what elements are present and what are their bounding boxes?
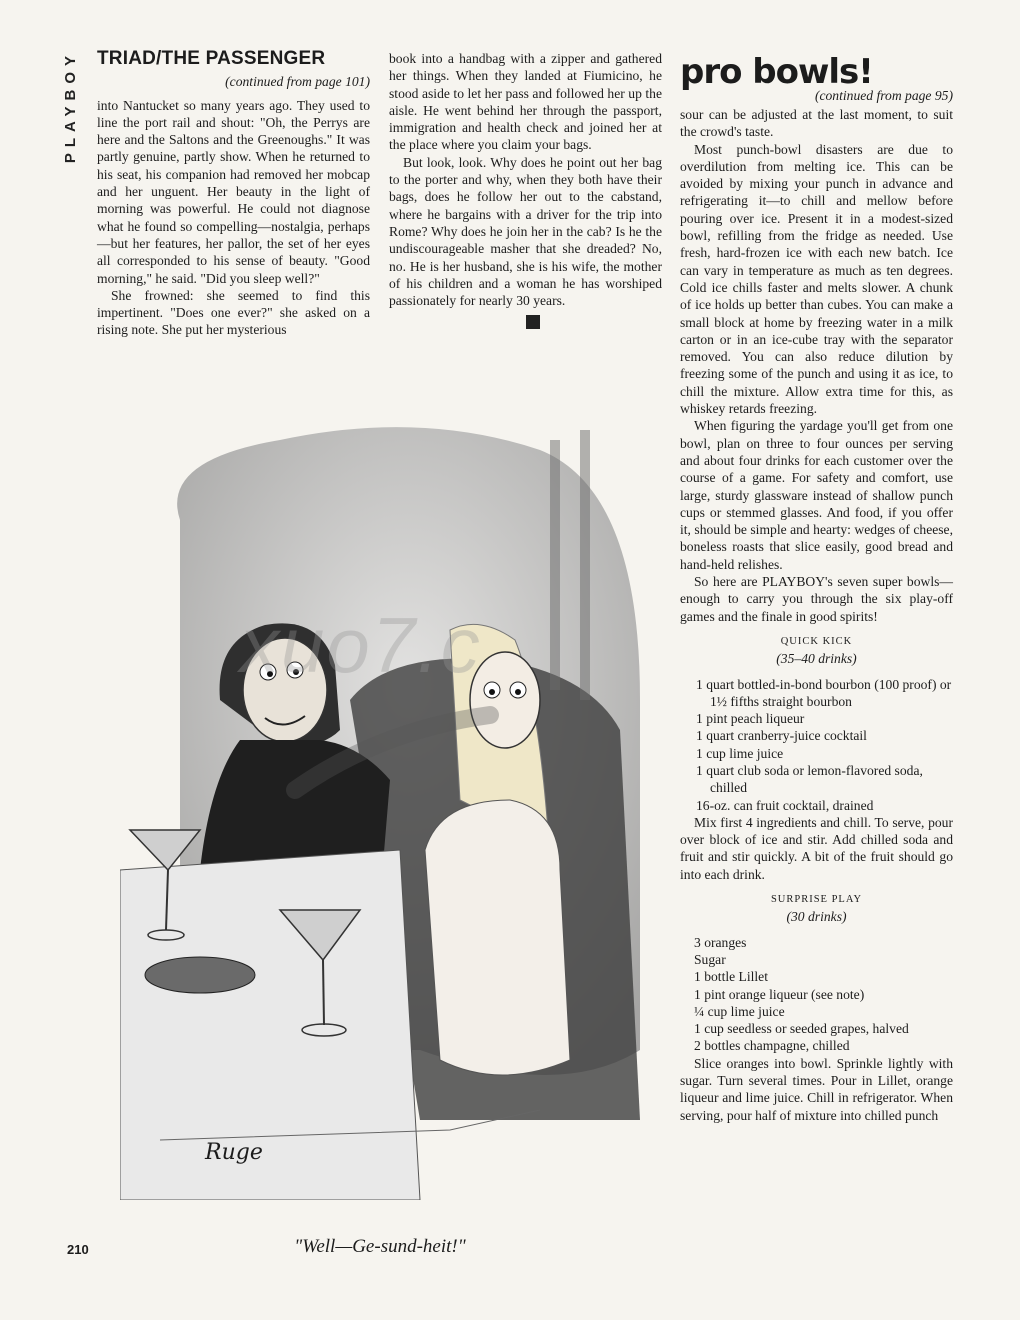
paragraph: She frowned: she seemed to find this impertinent. "Does one ever?" she asked on a rising note. She put her mysterious [97, 287, 370, 338]
watermark-text: xuo7.c [240, 601, 482, 689]
ingredient: 1 quart bottled-in-bond bourbon (100 proof) or 1½ fifths straight bourbon [696, 676, 952, 709]
ingredient: 1 pint peach liqueur [696, 711, 805, 727]
page-number: 210 [67, 1242, 89, 1257]
ingredient: 1 cup seedless or seeded grapes, halved [694, 1021, 909, 1037]
paragraph: sour can be adjusted at the last moment, to suit the crowd's taste. [680, 107, 953, 140]
ingredient: 1 pint orange liqueur (see note) [694, 986, 865, 1002]
artist-signature: Ruge [205, 1140, 263, 1165]
article-column-2 [389, 50, 662, 329]
paragraph: So here are PLAYBOY's seven super bowls—enough to carry you through the six play-off games and the finale in good spirits! [680, 574, 953, 624]
paragraph: But look, look. Why does he point out her bag to the porter and why, when they both have their bags, does he follow her out to the cabstand, where he bargains with a driver for the trip into Rome? Why does he join her in the cab? Is he the undiscourageable masher that she dreaded? No, no. He is her husband, she is his wife, the mother of his children and a woman he has worshiped passionately for nearly 30 years. [389, 154, 662, 309]
pro-bowls-headline: pro bowls! [680, 52, 873, 92]
ingredient: 2 bottles champagne, chilled [694, 1038, 850, 1054]
recipe-title: SURPRISE PLAY [770, 894, 863, 906]
cartoon-caption: "Well—Ge-sund-heit!" [294, 1236, 466, 1257]
ingredient: 16-oz. can fruit cocktail, drained [696, 797, 874, 813]
end-mark-row [389, 309, 662, 329]
ingredient: Sugar [694, 951, 726, 967]
recipe-directions: Mix first 4 ingredients and chill. To serve, pour over block of ice and stir. Add chilled soda and fruit and stir quickly. A bit of the fruit should go into each drink. [680, 814, 953, 882]
rabbit-end-mark-icon [526, 315, 540, 329]
vertical-masthead [58, 50, 82, 169]
paragraph: into Nantucket so many years ago. They used to line the port rail and shout: "Oh, the Perrys are here and the Saltons and the Greenoughs." It was partly genuine, partly show. When he returned to his seat, his companion had removed her mobcap and her unguent. Her beauty in the light of morning was powerful. He could not diagnose what he found so compelling—nostalgia, perhaps—but her features, her pallor, the set of her eyes all corresponded to his sense of beauty. "Good morning," he said. "Did you sleep well?" [97, 97, 370, 286]
ingredient: 1 bottle Lillet [694, 969, 768, 985]
recipe-yield: (30 drinks) [786, 909, 847, 925]
pro-bowls-continued-note: (continued from page 95) [814, 88, 953, 103]
masthead-letters: PLAYBOY [61, 50, 79, 164]
cartoon-illustration [120, 400, 650, 1200]
recipe-directions: Slice oranges into bowl. Sprinkle lightly with sugar. Turn several times. Pour in Lillet, orange liqueur and lime juice. Chill in refrigerator. When serving, pour half of mixture into chilled punch [680, 1055, 953, 1123]
paragraph: When figuring the yardage you'll get from one bowl, plan on three to four ounces per serving and about four drinks for each customer over the course of a game. For safety and comfort, use large, sturdy glassware instead of shallow punch cups or stemmed glasses. And food, if you offer it, should be simple and hearty: wedges of cheese, boneless roasts that slice easily, good bread and hand-held relishes. [680, 418, 953, 572]
paragraph: book into a handbag with a zipper and gathered her things. When they landed at Fiumicino, he stood aside to let her pass and followed her up the aisle. He went behind her through the passport, immigration and health check and joined her at the place where you claim your bags. [389, 51, 662, 153]
article-column-1 [97, 50, 370, 339]
article-column-3 [680, 106, 953, 1124]
ingredient: 1 quart cranberry-juice cocktail [696, 728, 867, 744]
ingredient: 3 oranges [694, 934, 747, 950]
continued-note: (continued from page 101) [225, 74, 370, 90]
ingredient: ¼ cup lime juice [694, 1003, 785, 1019]
paragraph: Most punch-bowl disasters are due to overdilution from melting ice. This can be avoided by mixing your punch in advance and refrigerating it—to chill and mellow before pouring over ice. Present it in a modest-sized bowl, refilling from the fridge as needed. Use fresh, hard-frozen ice with each new batch. Ice can vary in temperature as much as ten degrees. Cold ice chills faster and melts slower. A chunk of ice holds up better than cubes. You can make a small block at home by freezing water in a milk carton or in an ice-cube tray with the separator removed. You can also reduce dilution by freezing some of the punch and using it as ice, to chill the mixture. Allow extra time for this, as whiskey retards freezing. [680, 141, 953, 417]
ingredient: 1 quart club soda or lemon-flavored soda, chilled [696, 762, 923, 796]
recipe-yield: (35–40 drinks) [776, 651, 857, 667]
article-headline: TRIAD/THE PASSENGER [97, 48, 326, 69]
ingredient: 1 cup lime juice [696, 745, 784, 761]
recipe-title: QUICK KICK [780, 635, 853, 647]
